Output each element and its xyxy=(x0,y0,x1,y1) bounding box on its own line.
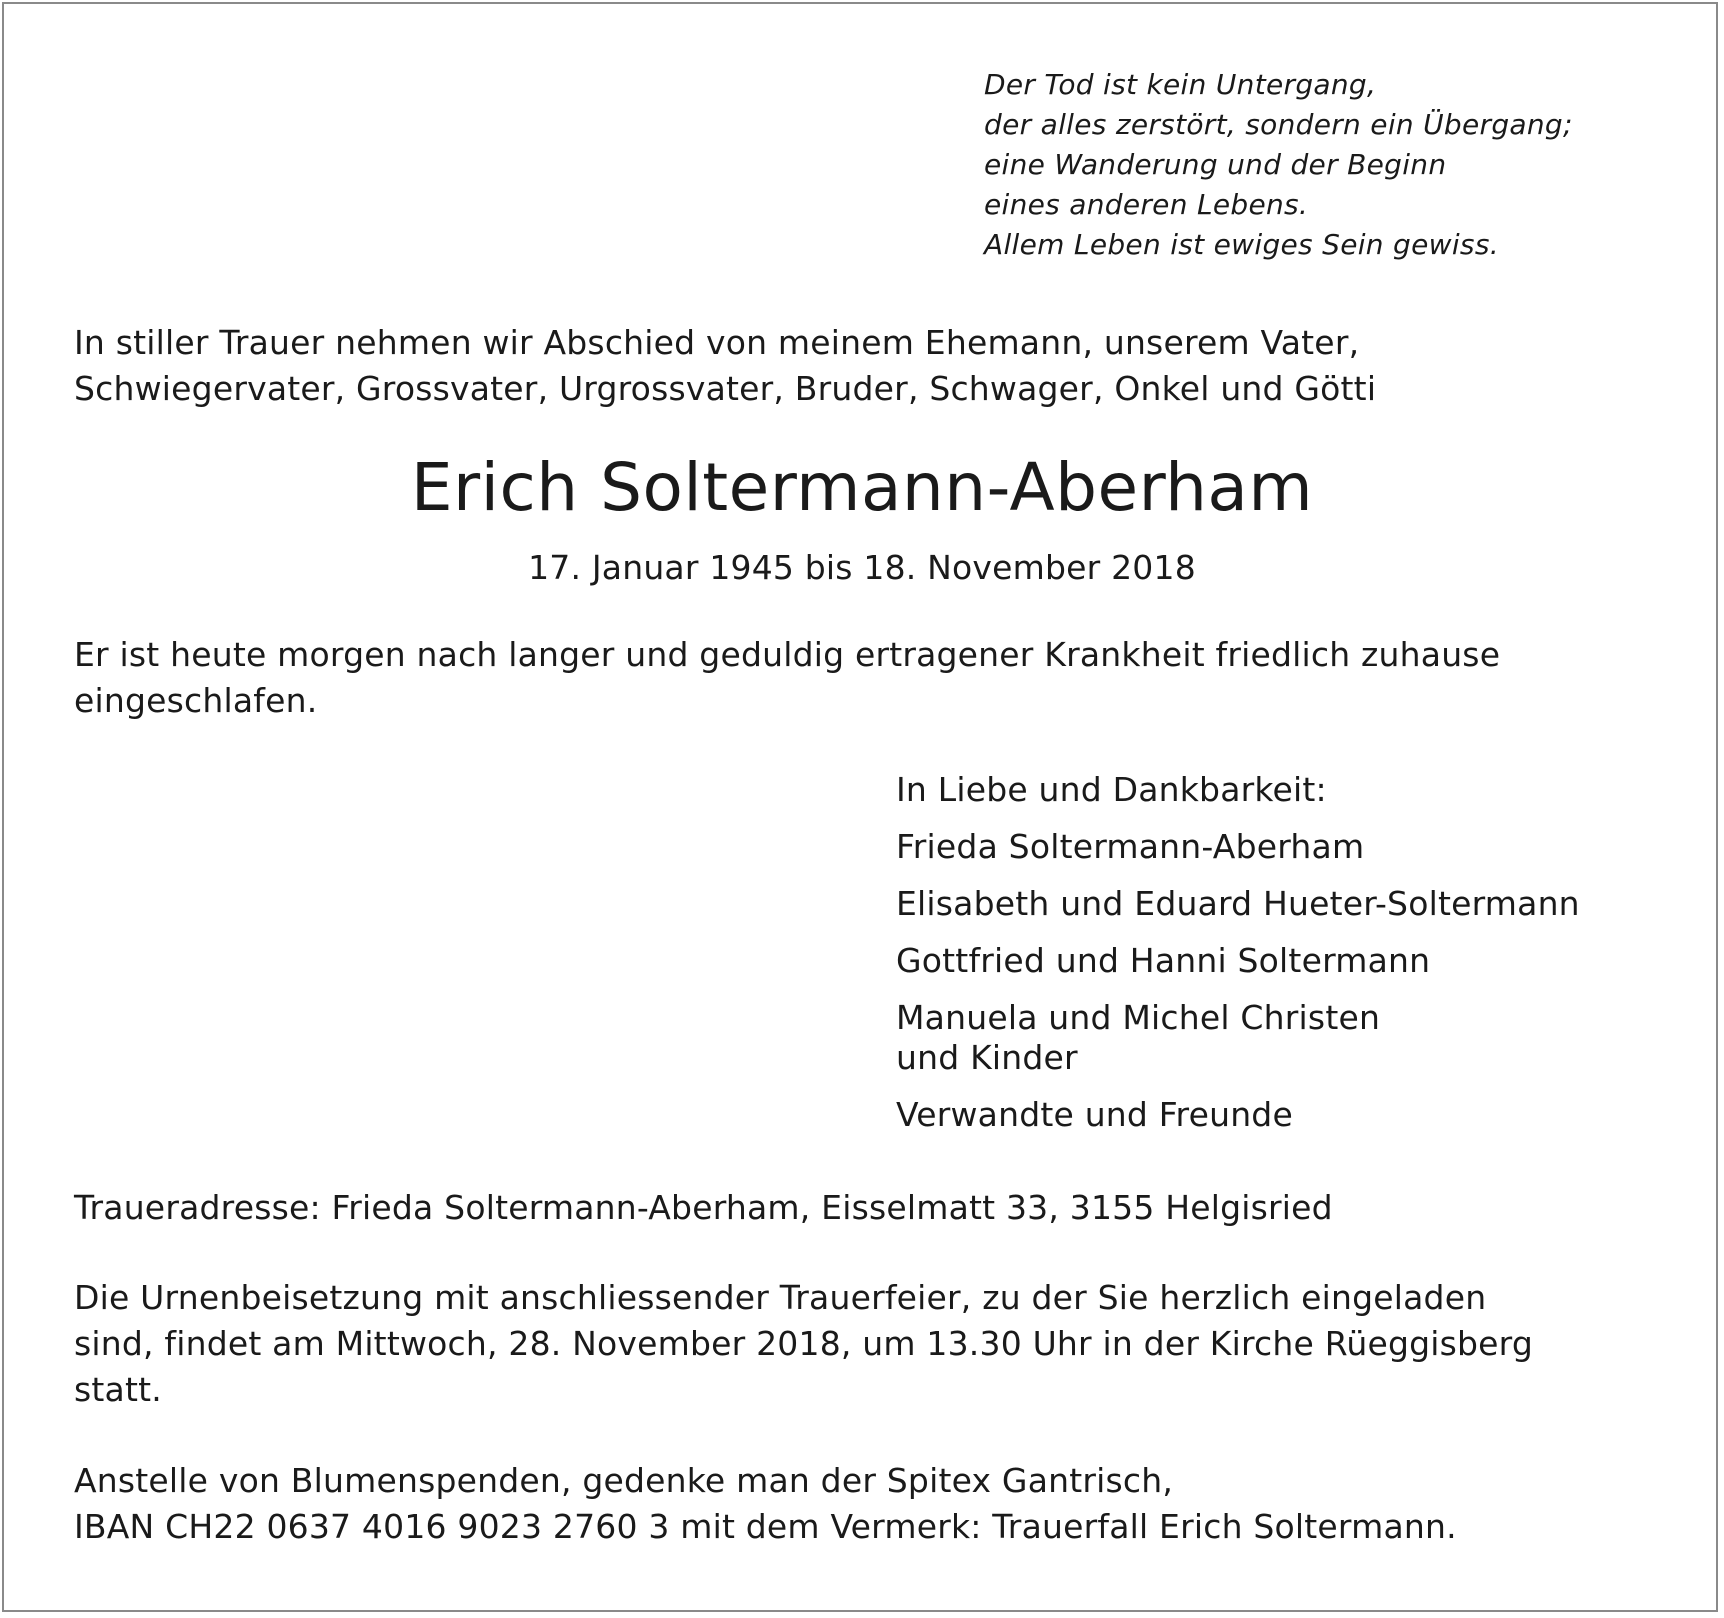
donation-line: Anstelle von Blumenspenden, gedenke man der Spitex Gantrisch, xyxy=(74,1461,1174,1500)
mourner-entry xyxy=(896,827,1696,867)
mourner-entry xyxy=(896,998,1696,1078)
poem-line: eines anderen Lebens. xyxy=(984,188,1309,221)
mourners-list xyxy=(896,770,1696,1152)
poem-quote xyxy=(984,65,1684,265)
life-dates: 17. Januar 1945 bis 18. November 2018 xyxy=(528,548,1196,587)
mourner-line: und Kinder xyxy=(896,1038,1078,1077)
ceremony-line: Die Urnenbeisetzung mit anschliessender Trauerfeier, zu der Sie herzlich eingeladen xyxy=(74,1278,1487,1317)
mourner-line: Elisabeth und Eduard Hueter-Soltermann xyxy=(896,884,1580,923)
mourners-heading: In Liebe und Dankbarkeit: xyxy=(896,770,1327,809)
mourner-line: Manuela und Michel Christen xyxy=(896,998,1381,1037)
mourner-line: Verwandte und Freunde xyxy=(896,1095,1293,1134)
passing-paragraph xyxy=(74,632,1674,724)
intro-line: In stiller Trauer nehmen wir Abschied von meinem Ehemann, unserem Vater, xyxy=(74,323,1360,362)
mourner-entry xyxy=(896,1095,1696,1135)
passing-line: eingeschlafen. xyxy=(74,681,318,720)
intro-line: Schwiegervater, Grossvater, Urgrossvater, Bruder, Schwager, Onkel und Götti xyxy=(74,369,1377,408)
intro-paragraph xyxy=(74,320,1674,412)
mourner-line: Gottfried und Hanni Soltermann xyxy=(896,941,1431,980)
poem-line: Der Tod ist kein Untergang, xyxy=(984,68,1377,101)
deceased-name: Erich Soltermann-Aberham xyxy=(410,449,1314,526)
donation-paragraph xyxy=(74,1458,1674,1550)
mourner-entry xyxy=(896,941,1696,981)
ceremony-line: statt. xyxy=(74,1370,162,1409)
mourner-entry xyxy=(896,884,1696,924)
ceremony-line: sind, findet am Mittwoch, 28. November 2018, um 13.30 Uhr in der Kirche Rüeggisberg xyxy=(74,1324,1533,1363)
ceremony-paragraph xyxy=(74,1275,1674,1413)
donation-line: IBAN CH22 0637 4016 9023 2760 3 mit dem Vermerk: Trauerfall Erich Soltermann. xyxy=(74,1507,1457,1546)
poem-line: der alles zerstört, sondern ein Übergang; xyxy=(984,108,1573,141)
mourning-address xyxy=(74,1185,1674,1231)
passing-line: Er ist heute morgen nach langer und geduldig ertragener Krankheit friedlich zuhause xyxy=(74,635,1501,674)
mourner-line: Frieda Soltermann-Aberham xyxy=(896,827,1365,866)
poem-line: eine Wanderung und der Beginn xyxy=(984,148,1447,181)
address-line: Traueradresse: Frieda Soltermann-Aberham, Eisselmatt 33, 3155 Helgisried xyxy=(74,1188,1333,1227)
poem-line: Allem Leben ist ewiges Sein gewiss. xyxy=(984,228,1499,261)
